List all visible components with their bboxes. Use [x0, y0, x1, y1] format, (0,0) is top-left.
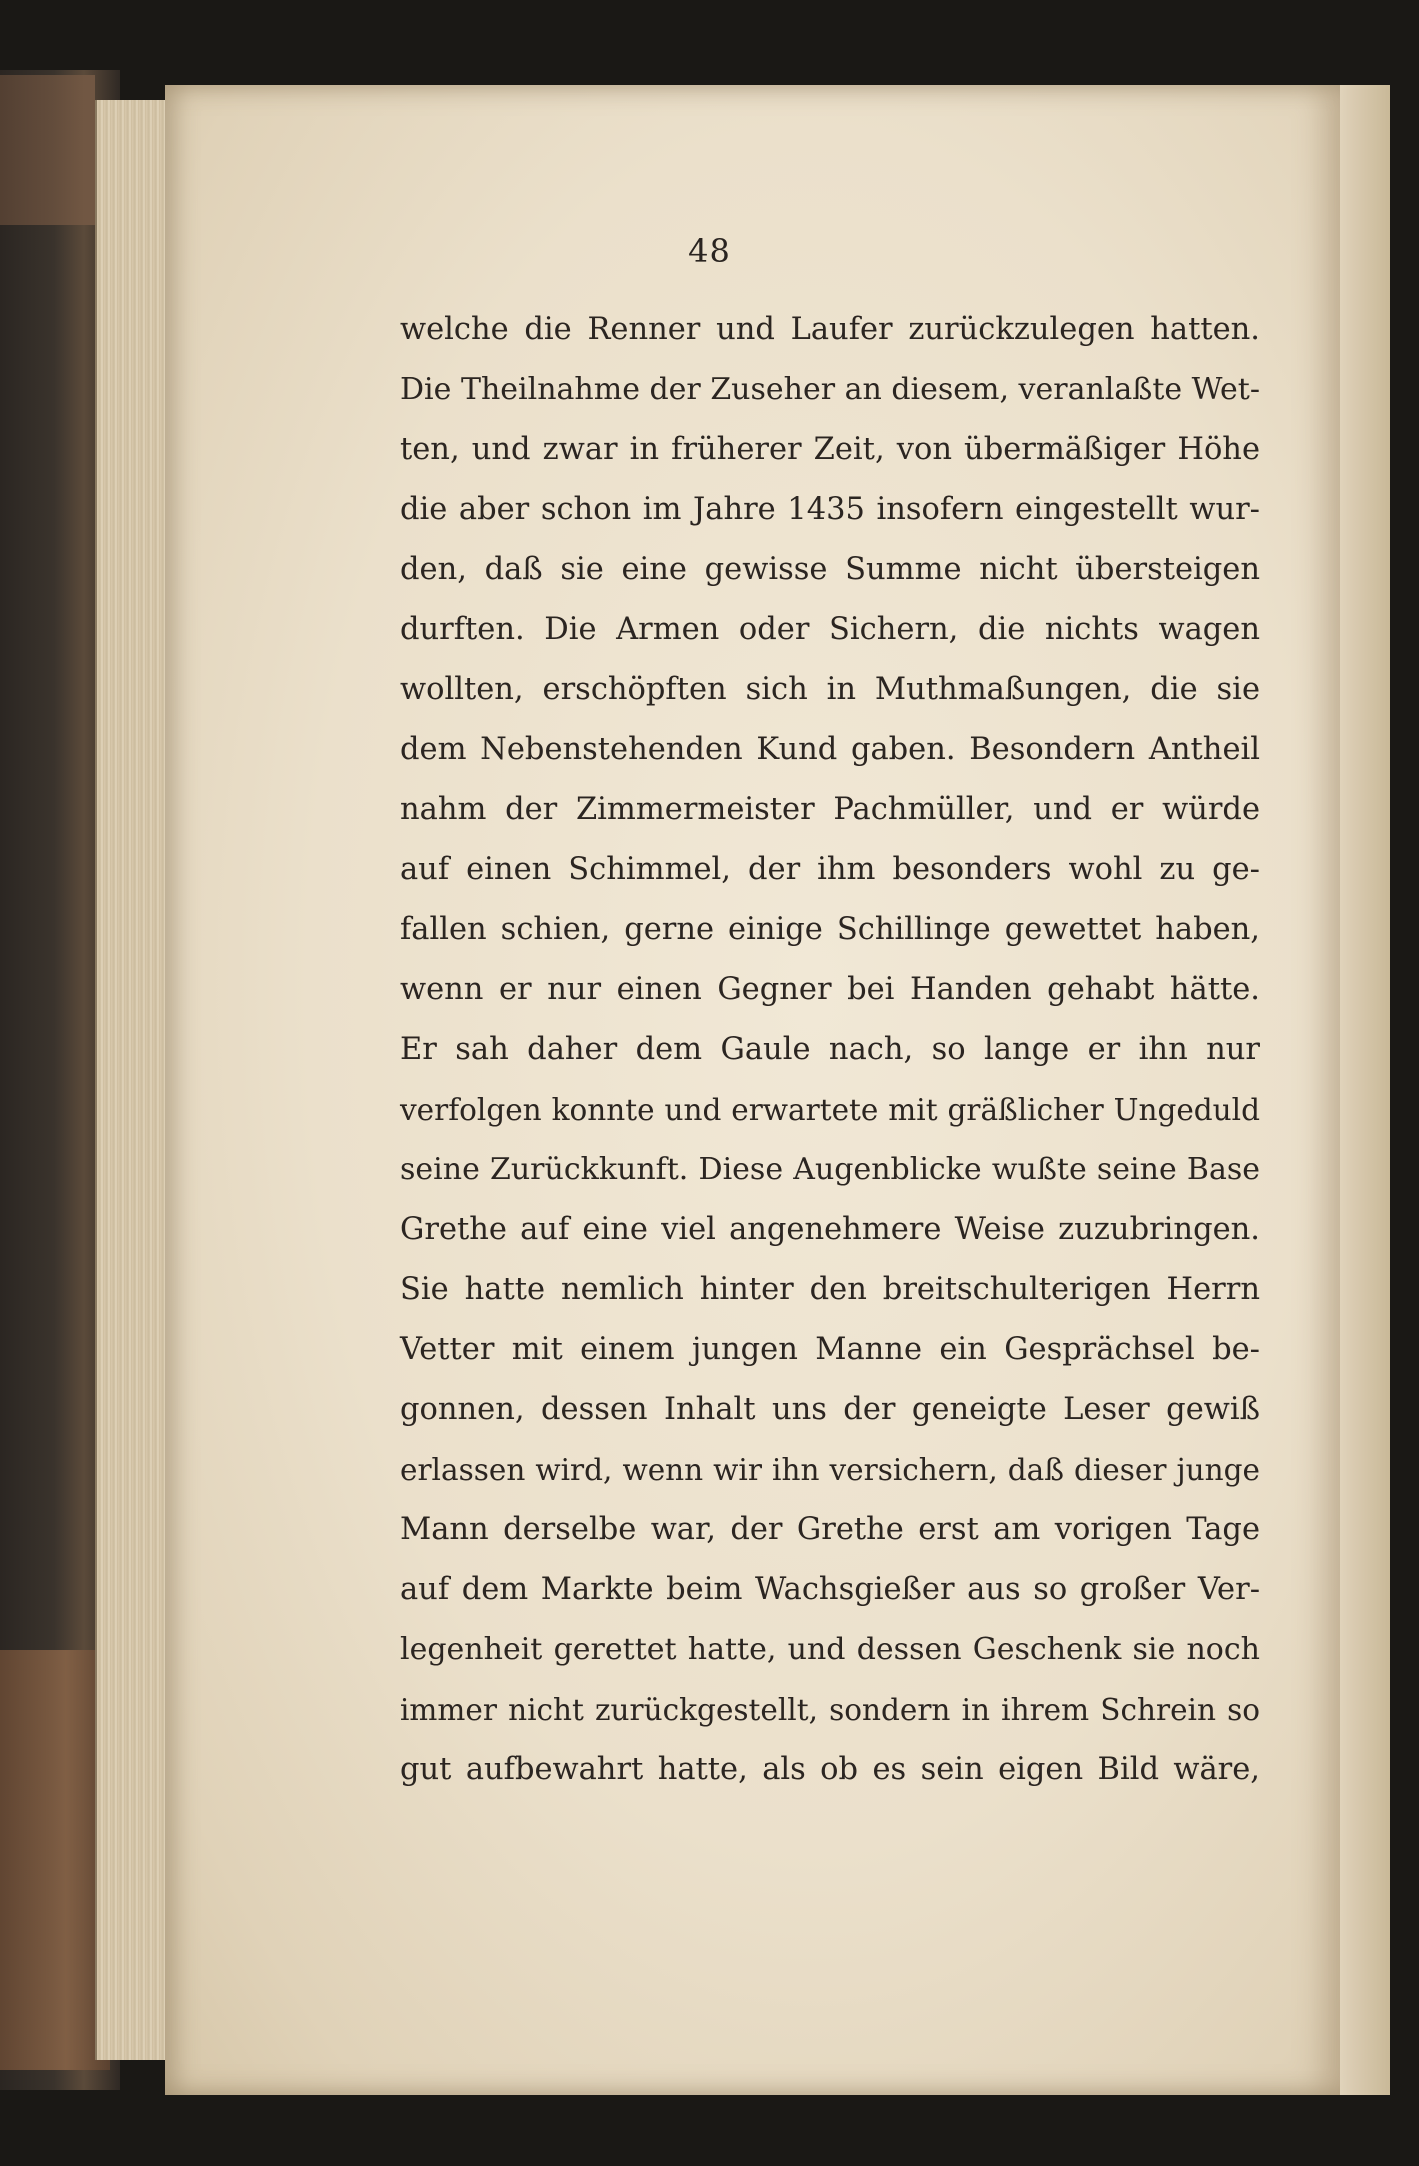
text-line: fallen schien, gerne einige Schillinge gewettet haben,	[400, 912, 1260, 947]
text-line: ten, und zwar in früherer Zeit, von übermäßiger Höhe	[400, 432, 1260, 467]
text-line: Die Theilnahme der Zuseher an diesem, veranlaßte Wet-	[400, 372, 1260, 407]
text-line: welche die Renner und Laufer zurückzulegen hatten.	[400, 312, 1260, 347]
text-line: dem Nebenstehenden Kund gaben. Besondern Antheil	[400, 732, 1260, 767]
page-stack-edge	[95, 100, 172, 2060]
text-line: verfolgen konnte und erwartete mit gräßlicher Ungeduld	[400, 1093, 1260, 1127]
text-line: wenn er nur einen Gegner bei Handen gehabt hätte.	[400, 972, 1260, 1007]
cover-leather-corner-bottom	[0, 1650, 110, 2070]
text-line: Grethe auf eine viel angenehmere Weise zuzubringen.	[400, 1212, 1260, 1247]
text-line: Sie hatte nemlich hinter den breitschulterigen Herrn	[400, 1272, 1260, 1307]
text-line: nahm der Zimmermeister Pachmüller, und er würde	[400, 792, 1260, 827]
text-line: auf einen Schimmel, der ihm besonders wohl zu ge-	[400, 852, 1260, 887]
text-line: erlassen wird, wenn wir ihn versichern, daß dieser junge	[400, 1453, 1260, 1487]
page-number: 48	[688, 232, 731, 270]
text-line: die aber schon im Jahre 1435 insofern eingestellt wur-	[400, 492, 1260, 527]
text-line: Vetter mit einem jungen Manne ein Gesprächsel be-	[400, 1332, 1260, 1367]
text-line: wollten, erschöpften sich in Muthmaßungen, die sie	[400, 672, 1260, 707]
text-line: den, daß sie eine gewisse Summe nicht übersteigen	[400, 552, 1260, 587]
body-text	[400, 300, 1260, 1800]
text-line: durften. Die Armen oder Sichern, die nichts wagen	[400, 612, 1260, 647]
text-line: Er sah daher dem Gaule nach, so lange er ihn nur	[400, 1032, 1260, 1067]
text-line: legenheit gerettet hatte, und dessen Geschenk sie noch	[400, 1632, 1260, 1667]
text-line: gonnen, dessen Inhalt uns der geneigte Leser gewiß	[400, 1392, 1260, 1427]
text-line: auf dem Markte beim Wachsgießer aus so großer Ver-	[400, 1572, 1260, 1607]
text-line: gut aufbewahrt hatte, als ob es sein eigen Bild wäre,	[400, 1752, 1260, 1787]
text-line: seine Zurückkunft. Diese Augenblicke wußte seine Base	[400, 1152, 1260, 1187]
text-line: Mann derselbe war, der Grethe erst am vorigen Tage	[400, 1512, 1260, 1547]
text-line: immer nicht zurückgestellt, sondern in ihrem Schrein so	[400, 1693, 1260, 1727]
cover-leather-corner-top	[0, 75, 95, 225]
